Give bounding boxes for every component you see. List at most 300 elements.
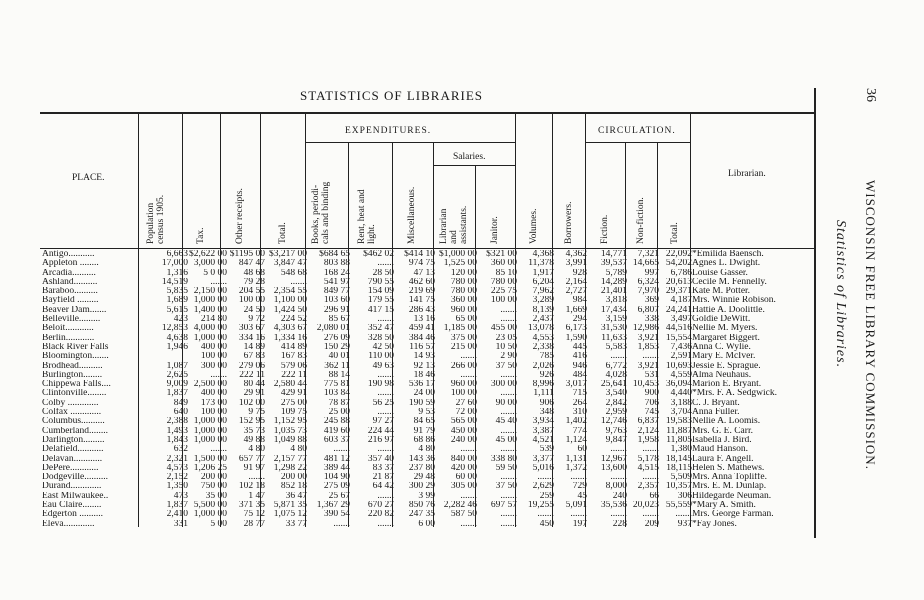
table-row <box>42 492 812 501</box>
value-cell: 45 <box>577 491 587 501</box>
table-row <box>42 482 812 491</box>
value-cell: $2,622 00 <box>189 250 227 259</box>
value-cell: 10,357 <box>665 482 692 492</box>
value-cell: 536 17 <box>408 380 435 390</box>
header-total: Total. <box>278 222 288 244</box>
value-cell: 1,946 <box>166 342 188 352</box>
place-cell: Brodhead.......... <box>42 361 103 371</box>
place-cell: Arcadia.......... <box>42 268 96 278</box>
value-cell: 92 13 <box>413 361 435 371</box>
value-cell: 4,187 <box>670 296 692 306</box>
value-cell: 1 47 <box>248 491 265 501</box>
value-cell: 85 10 <box>495 268 517 278</box>
place-cell: Burlington........ <box>42 370 103 380</box>
value-cell: ....... <box>248 473 265 483</box>
value-cell: ....... <box>460 491 477 501</box>
value-cell: $1195 00 <box>229 250 265 259</box>
value-cell: 85 67 <box>328 315 350 325</box>
value-cell: 42 50 <box>372 342 394 352</box>
value-cell: 1,049 88 <box>273 435 307 445</box>
value-cell: 310 <box>572 408 587 418</box>
value-cell: 59 50 <box>495 463 517 473</box>
value-cell: 1,111 <box>533 389 554 399</box>
librarian-cell: Mrs. G. E. Carr. <box>692 426 753 436</box>
table-row <box>42 306 812 315</box>
value-cell: 2,727 <box>565 287 587 297</box>
value-cell: 6,173 <box>565 324 587 334</box>
value-cell: 8,139 <box>532 305 554 315</box>
header-nonfiction: Non-fiction. <box>636 197 646 244</box>
value-cell: 1,100 00 <box>273 296 307 306</box>
value-cell: 3,289 <box>532 296 554 306</box>
librarian-cell: Anna Fuller. <box>692 408 740 418</box>
value-cell: 4,000 00 <box>193 324 227 334</box>
value-cell: 9,009 <box>166 380 188 390</box>
header-place: PLACE. <box>72 173 105 183</box>
value-cell: 37 50 <box>495 361 517 371</box>
value-cell: 2,437 <box>532 315 554 325</box>
value-cell: 60 00 <box>455 473 477 483</box>
librarian-cell: Goldie DeWitt. <box>692 315 751 325</box>
table-row <box>42 464 812 473</box>
value-cell: 3,497 <box>670 315 692 325</box>
value-cell: 9 72 <box>248 315 265 325</box>
value-cell: 72 00 <box>455 408 477 418</box>
value-cell: 154 09 <box>367 287 394 297</box>
table-row <box>42 399 812 408</box>
value-cell: 706 <box>644 398 659 408</box>
table-row <box>42 250 812 259</box>
value-cell: 18,115 <box>666 463 692 473</box>
table-row <box>42 501 812 510</box>
value-cell: 3,540 <box>605 389 627 399</box>
value-cell: ....... <box>377 491 394 501</box>
value-cell: 200 00 <box>200 473 227 483</box>
place-cell: Durand............. <box>42 482 102 492</box>
value-cell: 352 47 <box>367 324 394 334</box>
value-cell: 780 00 <box>450 287 477 297</box>
value-cell: 55,559 <box>665 501 692 511</box>
value-cell: 362 11 <box>324 361 350 371</box>
header-circulation-total: Total. <box>670 222 680 244</box>
value-cell: 1,367 29 <box>316 501 350 511</box>
value-cell: 9,847 <box>605 435 627 445</box>
value-cell: 632 <box>173 445 188 455</box>
value-cell: 2,080 01 <box>316 324 350 334</box>
librarian-cell: Mary E. McIver. <box>692 352 756 362</box>
librarian-cell: Anna C. Wylie. <box>692 342 751 352</box>
value-cell: 375 00 <box>450 333 477 343</box>
value-cell: ....... <box>290 277 307 287</box>
value-cell: 974 75 <box>408 259 435 269</box>
value-cell: 39,537 <box>600 259 627 269</box>
value-cell: 900 <box>644 389 659 399</box>
value-cell: 2,500 00 <box>193 380 227 390</box>
value-cell <box>147 352 188 361</box>
value-cell: 847 47 <box>238 259 265 269</box>
value-cell: 371 35 <box>238 501 265 511</box>
section-title: Statistics of Libraries. <box>833 220 848 369</box>
value-cell: 15,554 <box>665 333 692 343</box>
header-circulation: CIRCULATION. <box>598 126 676 136</box>
value-cell: 79 28 <box>243 277 265 287</box>
value-cell: 462 60 <box>408 277 435 287</box>
value-cell: ....... <box>500 426 517 436</box>
value-cell: 750 00 <box>200 482 227 492</box>
value-cell: 240 00 <box>450 435 477 445</box>
value-cell: 2,959 <box>605 408 627 418</box>
value-cell: 204 55 <box>238 287 265 297</box>
value-cell: ....... <box>642 473 659 483</box>
value-cell: 25 67 <box>328 491 350 501</box>
value-cell: 774 <box>572 426 587 436</box>
librarian-cell: Kate M. Potter. <box>692 287 751 297</box>
value-cell: 24 00 <box>413 389 435 399</box>
value-cell: 152 95 <box>238 417 265 427</box>
value-cell: 44,516 <box>665 324 692 334</box>
table-row <box>42 408 812 417</box>
value-cell: 1,206 25 <box>193 463 227 473</box>
place-cell: Darlington......... <box>42 435 105 445</box>
value-cell: 21,401 <box>600 287 627 297</box>
value-cell: ....... <box>610 473 627 483</box>
value-cell: 6,324 <box>637 277 659 287</box>
value-cell: 33 77 <box>285 519 307 529</box>
table-row <box>42 436 812 445</box>
value-cell: 28 50 <box>372 268 394 278</box>
value-cell: 1,372 <box>565 463 587 473</box>
place-cell: Eleva............. <box>42 519 95 529</box>
value-cell: 5,789 <box>605 268 627 278</box>
value-cell: 2,629 <box>532 482 554 492</box>
value-cell: 1,298 22 <box>273 463 307 473</box>
value-cell: 35 73 <box>243 426 265 436</box>
value-cell: 5 00 <box>210 519 227 529</box>
circulation-rule <box>585 142 690 143</box>
librarian-cell: Jessie E. Sprague. <box>692 361 761 371</box>
value-cell: 960 00 <box>450 380 477 390</box>
value-cell: 348 <box>539 408 554 418</box>
value-cell: 3,991 <box>565 259 587 269</box>
librarian-cell: Mrs. George Farman. <box>692 510 774 520</box>
value-cell: 1,152 95 <box>273 417 307 427</box>
value-cell: 420 00 <box>450 463 477 473</box>
value-cell: 2,388 <box>166 417 188 427</box>
table-row <box>42 278 812 287</box>
value-cell: 389 44 <box>323 463 350 473</box>
value-cell: 14 93 <box>413 352 435 362</box>
value-cell: 780 00 <box>450 277 477 287</box>
place-cell: Cumberland........ <box>42 426 108 436</box>
value-cell: 29 91 <box>243 389 265 399</box>
place-cell: Colfax ............. <box>42 408 102 418</box>
header-borrowers: Borrowers. <box>564 201 574 244</box>
table-row <box>42 445 812 454</box>
value-cell: 3,704 <box>670 408 692 418</box>
value-cell: 1,035 73 <box>273 426 307 436</box>
value-cell: ....... <box>377 315 394 325</box>
header-books: Books, periodi- cals and binding <box>311 181 331 244</box>
value-cell: 11,633 <box>601 333 627 343</box>
value-cell: 2,338 <box>532 342 554 352</box>
value-cell: 960 00 <box>450 305 477 315</box>
value-cell: 90 00 <box>495 398 517 408</box>
value-cell: $684 65 <box>319 250 350 259</box>
librarian-cell: Isabella J. Bird. <box>692 435 752 445</box>
value-cell: 220 82 <box>367 510 394 520</box>
value-cell: ....... <box>500 519 517 529</box>
value-cell: 88 14 <box>328 370 350 380</box>
value-cell: 264 <box>572 398 587 408</box>
table-row <box>42 296 812 305</box>
value-cell: 3,159 <box>605 315 627 325</box>
value-cell: 150 29 <box>323 342 350 352</box>
value-cell: ....... <box>460 370 477 380</box>
value-cell: ....... <box>500 473 517 483</box>
value-cell: 2,357 <box>637 482 659 492</box>
value-cell: 12,967 <box>600 454 627 464</box>
value-cell: 4,368 <box>532 250 554 259</box>
value-cell: 715 <box>572 389 587 399</box>
librarian-cell: *Mrs. F. A. Sedgwick. <box>692 389 778 399</box>
place-cell: Colby ............. <box>42 398 99 408</box>
place-cell: Bayfield ......... <box>42 296 99 306</box>
value-cell: ....... <box>500 510 517 520</box>
value-cell: ....... <box>500 445 517 455</box>
header-expenditures: EXPENDITURES. <box>345 126 432 136</box>
header-fiction: Fiction. <box>600 214 610 244</box>
place-cell: Clintonville........ <box>42 389 107 399</box>
value-cell: 1,402 <box>565 417 587 427</box>
value-cell: 1,843 <box>166 435 188 445</box>
place-cell: Delavan............ <box>42 454 103 464</box>
value-cell: 2,282 46 <box>443 501 477 511</box>
value-cell: 49 88 <box>243 435 265 445</box>
value-cell: 12,853 <box>161 324 188 334</box>
value-cell: 852 18 <box>280 482 307 492</box>
librarian-cell: *Emilida Baensch. <box>692 250 764 259</box>
librarian-cell: Laura F. Angell. <box>692 454 754 464</box>
value-cell: 5,178 <box>637 454 659 464</box>
table-row <box>42 343 812 352</box>
value-cell: 286 43 <box>408 305 435 315</box>
value-cell: 1,000 00 <box>193 333 227 343</box>
value-cell: 539 <box>539 445 554 455</box>
value-cell: 209 <box>644 519 659 529</box>
value-cell: 670 27 <box>367 501 394 511</box>
librarian-cell: Mrs. Anna Topliffe. <box>692 473 767 483</box>
value-cell: 216 97 <box>367 435 394 445</box>
value-cell: ....... <box>570 510 587 520</box>
value-cell: 8,996 <box>532 380 554 390</box>
value-cell: 141 75 <box>408 296 435 306</box>
place-cell: Edgerton .......... <box>42 510 103 520</box>
header-janitor: Janitor. <box>490 216 500 244</box>
value-cell: 100 00 <box>200 408 227 418</box>
value-cell: ....... <box>500 408 517 418</box>
value-cell: 840 00 <box>450 454 477 464</box>
value-cell: 245 88 <box>323 417 350 427</box>
value-cell: 8,000 <box>605 482 627 492</box>
value-cell: 18 46 <box>413 370 435 380</box>
value-cell: 1,525 00 <box>443 259 477 269</box>
value-cell: 3,818 <box>605 296 627 306</box>
value-cell: 338 80 <box>490 454 517 464</box>
value-cell: ....... <box>610 510 627 520</box>
value-cell: 13,600 <box>600 463 627 473</box>
value-cell: ....... <box>333 445 350 455</box>
value-cell: 100 00 <box>490 296 517 306</box>
librarian-cell: Nellie A. Loomis. <box>692 417 761 427</box>
value-cell: 14,771 <box>600 250 627 259</box>
salaries-rule <box>433 165 515 166</box>
value-cell: 3,387 <box>532 426 554 436</box>
value-cell: 369 <box>644 296 659 306</box>
value-cell: 4 80 <box>418 445 435 455</box>
value-cell: 416 <box>572 352 587 362</box>
value-cell: 6,204 <box>532 277 554 287</box>
value-cell: ....... <box>333 519 350 529</box>
table-row <box>42 389 812 398</box>
value-cell: 1,000 00 <box>193 417 227 427</box>
value-cell: 17,434 <box>600 305 627 315</box>
value-cell: ....... <box>570 473 587 483</box>
value-cell: ....... <box>500 305 517 315</box>
value-cell: 54,202 <box>665 259 692 269</box>
value-cell: 459 41 <box>408 324 435 334</box>
value-cell: 275 00 <box>280 398 307 408</box>
place-cell: Belleville......... <box>42 315 101 325</box>
value-cell: 65 00 <box>455 315 477 325</box>
value-cell: 2,591 <box>670 352 692 362</box>
value-cell: 1,837 <box>166 501 188 511</box>
value-cell: 9 75 <box>248 408 265 418</box>
value-cell: 19,583 <box>665 417 692 427</box>
value-cell: 450 00 <box>450 426 477 436</box>
place-cell: Dodgeville.......... <box>42 473 108 483</box>
value-cell: 66 <box>649 491 659 501</box>
value-cell: 84 65 <box>413 417 435 427</box>
value-cell: 12,986 <box>632 324 659 334</box>
value-cell: 5 0 00 <box>203 268 227 278</box>
value-cell: 45 00 <box>495 435 517 445</box>
value-cell: 91 97 <box>243 463 265 473</box>
value-cell: 4,028 <box>605 370 627 380</box>
value-cell: 7,436 <box>670 342 692 352</box>
value-cell: 4,553 <box>532 333 554 343</box>
value-cell: 5,500 00 <box>193 501 227 511</box>
value-cell: ....... <box>460 352 477 362</box>
value-cell: 91 79 <box>413 426 435 436</box>
value-cell: 400 00 <box>200 389 227 399</box>
value-cell: 850 76 <box>408 501 435 511</box>
value-cell: 28 77 <box>243 519 265 529</box>
value-cell: 78 87 <box>328 398 350 408</box>
librarian-cell: *Mary A. Smith. <box>692 501 756 511</box>
value-cell: 11,805 <box>666 435 692 445</box>
value-cell: 360 00 <box>450 296 477 306</box>
value-cell: 247 35 <box>408 510 435 520</box>
value-cell: 6,772 <box>605 361 627 371</box>
value-cell: 1,087 <box>166 361 188 371</box>
value-cell: 100 00 <box>238 296 265 306</box>
value-cell: ....... <box>210 445 227 455</box>
value-cell: 224 44 <box>367 426 394 436</box>
librarian-cell: Nellie M. Myers. <box>692 324 758 334</box>
value-cell: 23 05 <box>495 333 517 343</box>
value-cell: 224 52 <box>280 315 307 325</box>
value-cell: 5,615 <box>166 305 188 315</box>
librarian-cell: Margaret Biggert. <box>692 333 760 343</box>
value-cell: 305 00 <box>450 482 477 492</box>
place-cell: Eau Claire........ <box>42 501 102 511</box>
value-cell: 103 84 <box>323 389 350 399</box>
header-rule <box>40 248 815 249</box>
value-cell: ....... <box>610 445 627 455</box>
value-cell: 785 <box>539 352 554 362</box>
value-cell: 926 <box>539 370 554 380</box>
value-cell: 390 54 <box>323 510 350 520</box>
value-cell: 1,131 <box>565 454 587 464</box>
place-cell: Baraboo.......... <box>42 287 98 297</box>
value-cell: 4,521 <box>532 435 554 445</box>
librarian-cell: Alma Neuhaus. <box>692 370 752 380</box>
value-cell: 49 63 <box>372 361 394 371</box>
value-cell: 473 <box>173 491 188 501</box>
value-cell: 946 <box>572 361 587 371</box>
value-cell: 1,000 00 <box>193 296 227 306</box>
value-cell: $462 02 <box>363 250 394 259</box>
table-row <box>42 362 812 371</box>
table-row <box>42 324 812 333</box>
value-cell: 3,188 <box>670 398 692 408</box>
value-cell: 12,746 <box>600 417 627 427</box>
value-cell: 75 12 <box>243 510 265 520</box>
value-cell: 83 37 <box>372 463 394 473</box>
value-cell: 222 11 <box>281 370 307 380</box>
value-cell: 56 25 <box>372 398 394 408</box>
value-cell: 2,157 77 <box>273 454 307 464</box>
value-cell: 1,669 <box>565 305 587 315</box>
value-cell: 579 06 <box>280 361 307 371</box>
value-cell: 67 83 <box>243 352 265 362</box>
table-row <box>42 455 812 464</box>
value-cell: 21 87 <box>372 473 394 483</box>
value-cell: 928 <box>572 268 587 278</box>
value-cell: 11,887 <box>666 426 692 436</box>
librarian-cell: *Fay Jones. <box>692 519 737 529</box>
value-cell: ....... <box>675 510 692 520</box>
value-cell: 275 09 <box>323 482 350 492</box>
page-number: 36 <box>863 88 878 102</box>
header-salaries: Salaries. <box>453 152 486 162</box>
value-cell: 1,350 <box>166 482 188 492</box>
value-cell: 5,509 <box>670 473 692 483</box>
value-cell: 790 55 <box>367 277 394 287</box>
value-cell: 2,354 55 <box>273 287 307 297</box>
value-cell: 14,665 <box>632 259 659 269</box>
value-cell: 1,837 <box>166 389 188 399</box>
librarian-cell: Hattie A. Doolittle. <box>692 305 765 315</box>
value-cell: 36 47 <box>285 491 307 501</box>
value-cell: 1,917 <box>532 268 554 278</box>
librarian-cell: Mrs. Winnie Robison. <box>692 296 776 306</box>
value-cell: 587 50 <box>450 510 477 520</box>
value-cell: ....... <box>500 491 517 501</box>
value-cell: 7,962 <box>532 287 554 297</box>
value-cell: 2,410 <box>166 510 188 520</box>
value-cell: 60 <box>577 445 587 455</box>
